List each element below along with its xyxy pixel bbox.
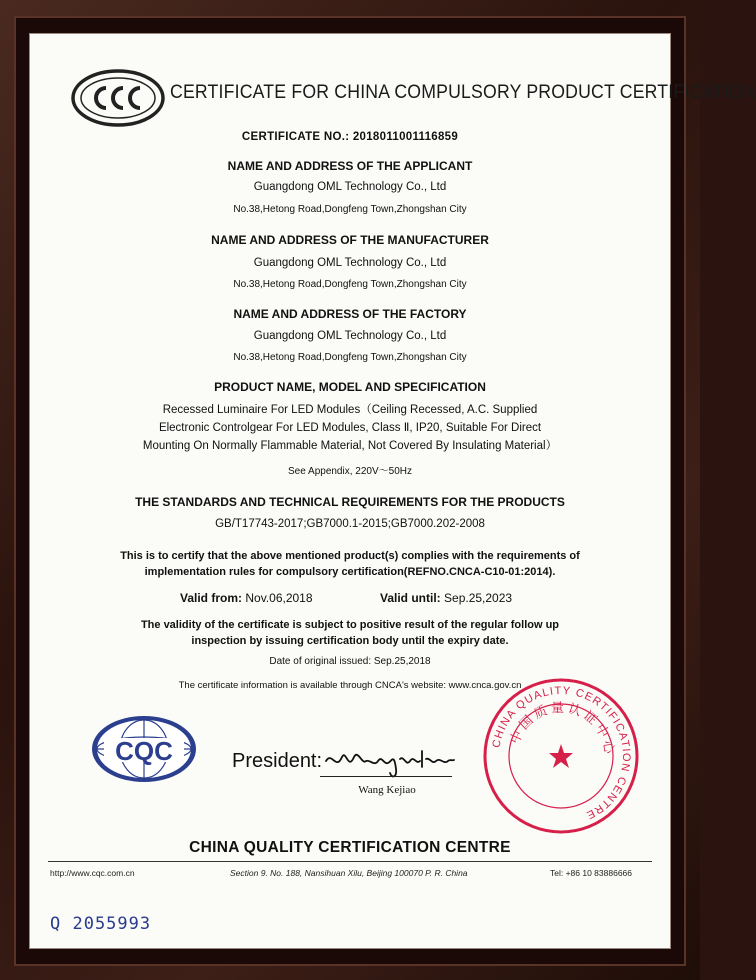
seal-chinese-text: 中国质量认证中心 [507,700,617,758]
product-line-3: Mounting On Normally Flammable Material, Not Covered By Insulating Material） [142,440,558,452]
valid-until-value: Sep.25,2023 [444,591,513,605]
product-appendix: See Appendix, 220V～50Hz [288,466,412,477]
validity-note-1: The validity of the certificate is subject to positive result of the regular follow up [140,619,560,631]
serial-number: Q 2055993 [50,914,152,934]
original-issued-date: Date of original issued: Sep.25,2018 [269,656,431,667]
valid-until [380,591,512,605]
footer-address: Section 9. No. 188, Nansihuan Xilu, Beijing 100070 P. R. China [230,868,468,878]
footer-website: http://www.cqc.com.cn [50,868,135,878]
product-line-2: Electronic Controlgear For LED Modules, Class Ⅱ, IP20, Suitable For Direct [158,422,542,434]
factory-address: No.38,Hetong Road,Dongfeng Town,Zhongshan City [233,352,467,363]
seal-text: CHINA QUALITY CERTIFICATION CENTRE [490,684,633,822]
validity-note-2: inspection by issuing certification body until the expiry date. [191,635,509,647]
certify-line-1: This is to certify that the above mentioned product(s) complies with the requirements of [120,550,580,562]
valid-until-label: Valid until: [380,591,441,605]
standards-heading: THE STANDARDS AND TECHNICAL REQUIREMENTS FOR THE PRODUCTS [135,495,565,509]
standards-value: GB/T17743-2017;GB7000.1-2015;GB7000.202-2008 [215,518,485,530]
product-line-1: Recessed Luminaire For LED Modules（Ceiling Recessed, A.C. Supplied [162,404,538,416]
ccc-logo [68,67,168,129]
footer-tel: Tel: +86 10 83886666 [550,868,633,878]
manufacturer-name: Guangdong OML Technology Co., Ltd [253,257,447,269]
product-heading: PRODUCT NAME, MODEL AND SPECIFICATION [214,380,486,394]
centre-name: CHINA QUALITY CERTIFICATION CENTRE [189,839,511,856]
president-name: Wang Kejiao [358,784,416,796]
certificate-title: CERTIFICATE FOR CHINA COMPULSORY PRODUCT CERTIFICATION [170,82,756,103]
signature-line [320,776,452,777]
manufacturer-address: No.38,Hetong Road,Dongfeng Town,Zhongshan City [233,279,467,290]
certify-line-2: implementation rules for compulsory certification(REFNO.CNCA-C10-01:2014). [144,566,556,578]
valid-from [180,591,313,605]
valid-from-value: Nov.06,2018 [245,591,313,605]
cqc-logo [90,714,198,784]
signature-mark [322,731,457,781]
factory-heading: NAME AND ADDRESS OF THE FACTORY [233,307,467,321]
president-label: President: [232,750,323,772]
certificate-paper [30,34,756,948]
applicant-heading: NAME AND ADDRESS OF THE APPLICANT [227,159,473,173]
footer-divider [48,861,652,862]
certificate-number: CERTIFICATE NO.: 2018011001116859 [241,131,459,143]
valid-from-label: Valid from: [180,591,243,605]
applicant-name: Guangdong OML Technology Co., Ltd [253,181,447,193]
applicant-address: No.38,Hetong Road,Dongfeng Town,Zhongshan City [233,204,467,215]
manufacturer-heading: NAME AND ADDRESS OF THE MANUFACTURER [211,233,489,247]
factory-name: Guangdong OML Technology Co., Ltd [253,330,447,342]
cqc-logo-text: CQC [115,736,173,766]
cnca-info: The certificate information is available through CNCA's website: www.cnca.gov.cn [178,680,522,691]
official-seal [481,676,641,836]
